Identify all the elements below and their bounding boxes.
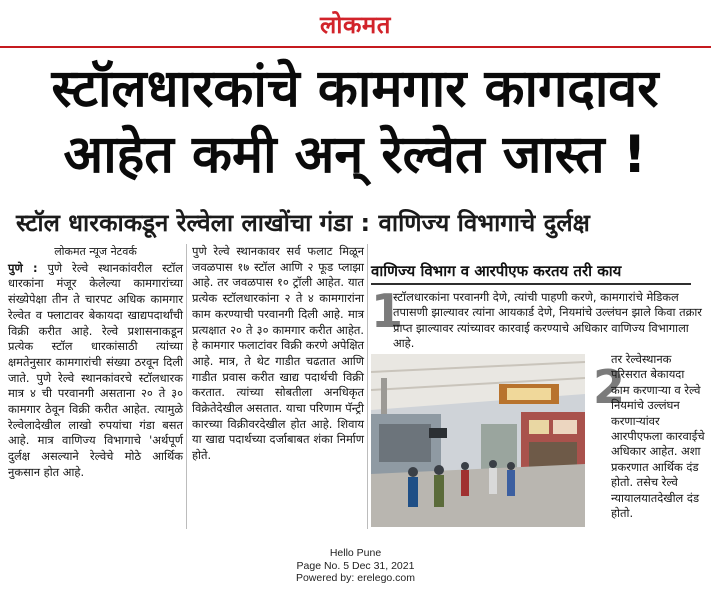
- newspaper-logo: लोकमत: [320, 11, 391, 39]
- article-col2-text: पुणे रेल्वे स्थानकावर सर्व फलाट मिळून जवळपास १७ स्टॉल आणि २ फूड प्लाझा आहे. तर जवळपास १० ट्रॉली आहेत. यात प्रत्येक स्टॉलधारकांना २ ते ४ कामगारांना काम करण्याची परवानगी दिली आहे. मात्र प्रत्यक्षात २० ते ३० कामगार करीत आहेत. हे कामगार फलाटांवर विक्री करणे अपेक्षित आहे. मात्र, ते थेट गाडीत चढतात आणि गाडीत प्रवास करीत खाद्य पदार्थची विक्री करतात. त्यांच्या सोबतीला अनधिकृत विक्रेतेदेखील असतात. याचा परिणाम पॅन्ट्री कारच्या विक्रीवरदेखील होत आहे. शिवाय या खाद्य पदार्थच्या दर्जाबाबत शंका निर्माण होते.: [192, 244, 364, 463]
- dateline: पुणे :: [8, 260, 38, 275]
- column-divider: [367, 244, 368, 529]
- sidebar-point-2: तर रेल्वेस्थानक परिसरात बेकायदा काम करणाऱ्या व रेल्वे नियमांचे उल्लंघन करणाऱ्यांवर आरपीएफला कारवाईचे अधिकार आहेत. अशा प्रकरणात आर्थिक दंड होतो. तसेच रेल्वे न्यायालयातदेखील दंड होतो.: [611, 352, 705, 521]
- railway-platform-photo: [371, 354, 585, 527]
- article-column-1: [8, 244, 183, 481]
- point-number-2: 2: [593, 360, 626, 414]
- column-divider: [186, 244, 187, 529]
- sidebar-title: वाणिज्य विभाग व आरपीएफ करतय तरी काय: [371, 261, 691, 285]
- byline-credit: लोकमत न्यूज नेटवर्क: [54, 245, 137, 258]
- platform-illustration: [371, 354, 585, 527]
- article-col1-text: पुणे रेल्वे स्थानकांवरील स्टॉल धारकांना मंजूर केलेल्या कामगारांच्या संख्येपेक्षा तीन ते चारपट अधिक कामगार रेल्वेत व फ्लाटावर बेकायदा खाद्यपदार्थांची विक्री करीत आहे. रेल्वे प्रशासनाकडून प्रत्येक स्टॉल धारकांसाठी त्यांच्या क्षमतेनुसार कामगारांची संख्या ठरवून दिली जाते. पुणे रेल्वे स्थानकांवरचे स्टॉलधारक मात्र ४ ची परवानगी असताना २० ते ३० कामगार ठेवून विक्री करीत आहेत. त्यामुळे रेल्वेलादेखील लाखो रुपयांचा गंडा बसत आहे. मात्र वाणिज्य विभागाचे 'अर्थपूर्ण दुर्लक्ष असल्याने रेल्वेचे मोठे आर्थिक नुकसान होत आहे.: [8, 260, 183, 479]
- article-column-2: [192, 244, 364, 464]
- footer-page-date: Page No. 5 Dec 31, 2021: [296, 560, 415, 572]
- footer-powered-by: Powered by: erelego.com: [295, 572, 416, 584]
- sidebar-point-1: स्टॉलधारकांना परवानगी देणे, त्यांची पाहणी करणे, कामगारांचे मेडिकल तपासणी झाल्यावर त्यांना आयकार्ड देणे, नियमांचे उल्लंघन झाले किवा तक्रार प्राप्त झाल्यावर त्यांच्यावर कारवाई करण्याचे अधिकार वाणिज्य विभागाला आहे.: [393, 290, 702, 351]
- masthead: [0, 0, 711, 48]
- headline-line-2: आहेत कमी अन् रेल्वेत जास्त !: [63, 125, 647, 185]
- article-paragraph-1: [8, 261, 183, 481]
- headline-line-1: स्टॉलधारकांचे कामगार कागदावर: [51, 59, 659, 119]
- point-number-1: 1: [371, 284, 404, 338]
- footer-edition: Hello Pune: [329, 547, 382, 559]
- subheadline: स्टॉल धारकाकडून रेल्वेला लाखोंचा गंडा : वाणिज्य विभागाचे दुर्लक्ष: [16, 209, 590, 237]
